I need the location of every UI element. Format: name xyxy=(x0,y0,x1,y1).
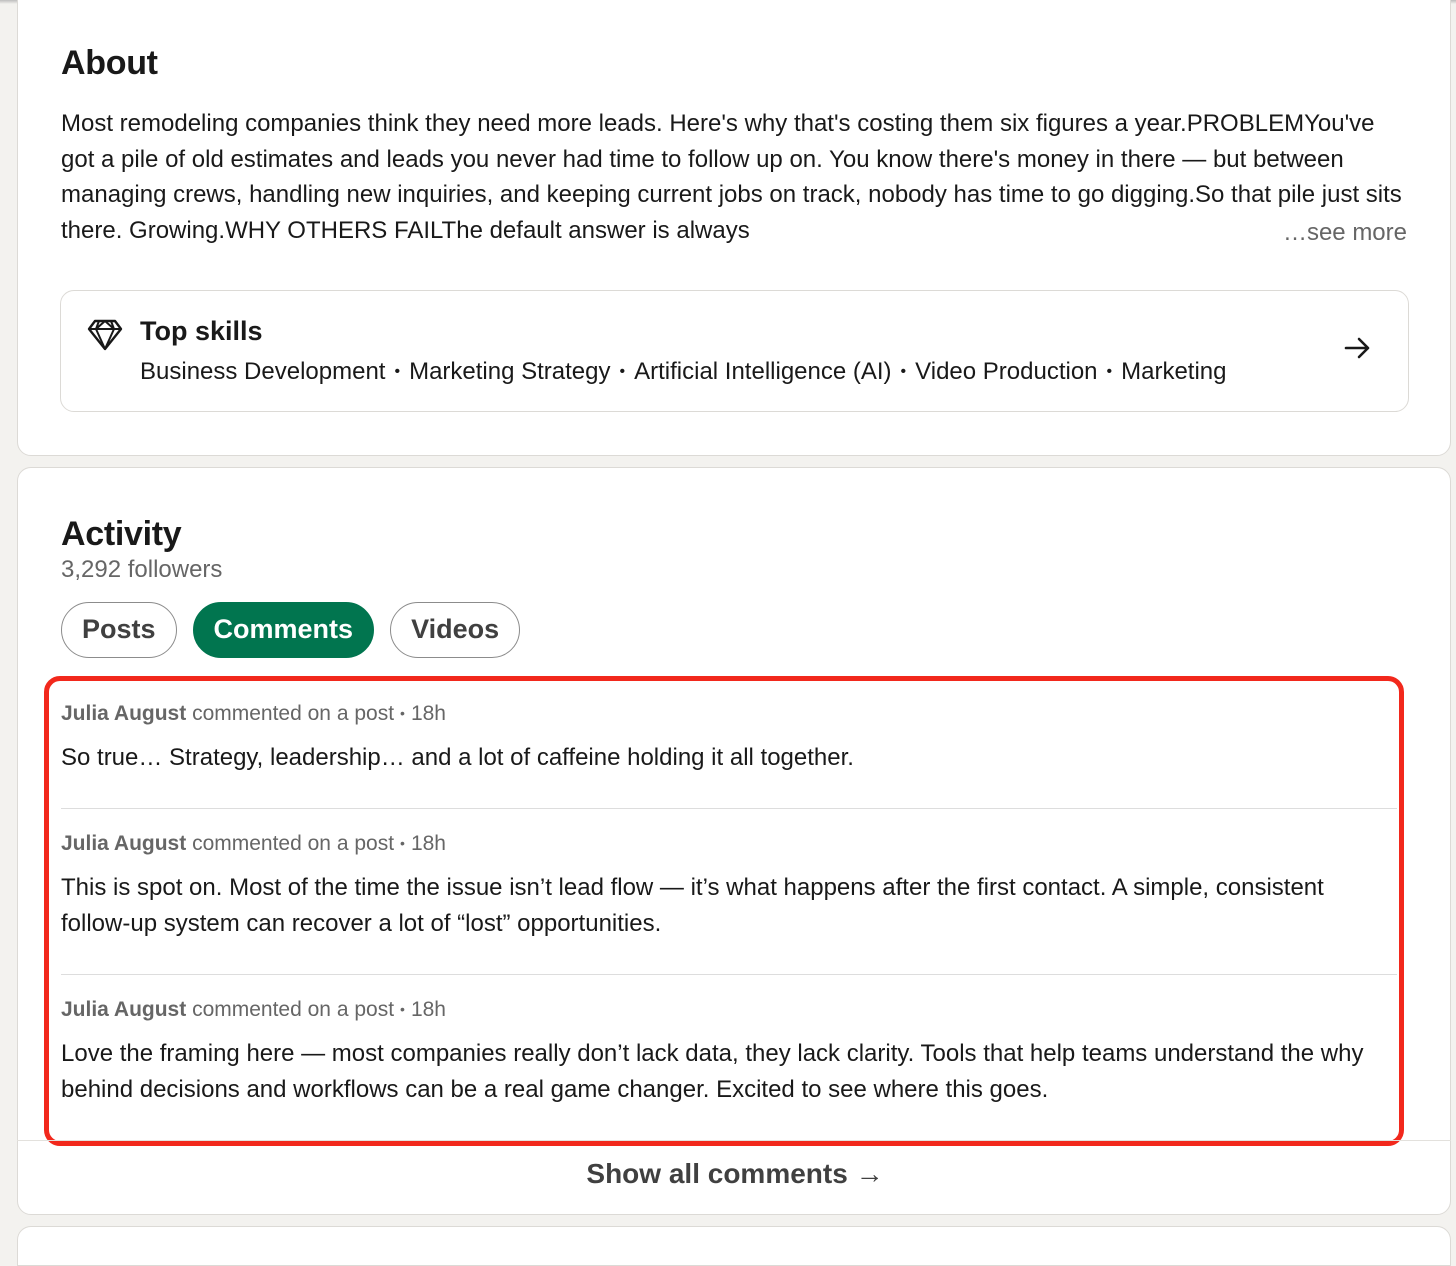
diamond-icon xyxy=(87,319,123,351)
tab-comments[interactable]: Comments xyxy=(193,602,375,658)
skill-item: Artificial Intelligence (AI) xyxy=(634,358,892,385)
meta-separator: • xyxy=(400,705,405,721)
about-description: Most remodeling companies think they need more leads. Here's why that's costing them six figures a year.PROBLEMYou've got a pile of old estimates and leads you never had time to follow up on. You know there's money in there — but between managing crews, handling new inquiries, and keeping current jobs on track, nobody has time to go digging.So that pile just sits there. Growing.WHY OTHERS FAILThe default answer is always xyxy=(61,110,1402,244)
skill-item: Business Development xyxy=(140,358,386,385)
activity-heading: Activity xyxy=(61,515,182,553)
arrow-right-icon[interactable] xyxy=(1344,336,1372,360)
top-skills-list xyxy=(140,358,1227,386)
about-heading: About xyxy=(61,44,158,82)
comment-time: 18h xyxy=(410,832,446,855)
meta-separator: • xyxy=(400,1001,405,1017)
comment-item[interactable] xyxy=(61,998,1394,1107)
tab-videos[interactable]: Videos xyxy=(390,602,520,658)
comment-divider xyxy=(61,808,1397,809)
comment-meta xyxy=(61,702,1394,726)
skill-item: Marketing xyxy=(1121,358,1227,385)
comment-item[interactable] xyxy=(61,702,1394,776)
skill-item: Video Production xyxy=(915,358,1098,385)
comment-action: commented on a post xyxy=(192,832,395,855)
comment-author[interactable]: Julia August xyxy=(61,998,187,1021)
comment-divider xyxy=(61,974,1397,975)
skill-item: Marketing Strategy xyxy=(409,358,611,385)
about-text xyxy=(61,106,1407,250)
show-all-comments-button[interactable]: Show all comments → xyxy=(586,1158,884,1189)
comment-meta xyxy=(61,998,1394,1022)
followers-count: 3,292 followers xyxy=(61,556,223,583)
comment-text: So true… Strategy, leadership… and a lot of caffeine holding it all together. xyxy=(61,744,854,771)
skill-separator: • xyxy=(619,363,626,380)
comment-author[interactable]: Julia August xyxy=(61,832,187,855)
comment-time: 18h xyxy=(410,702,446,725)
comment-action: commented on a post xyxy=(192,998,395,1021)
next-card xyxy=(17,1226,1451,1266)
skill-separator: • xyxy=(394,363,401,380)
tab-posts[interactable]: Posts xyxy=(61,602,177,658)
comment-author[interactable]: Julia August xyxy=(61,702,187,725)
top-skills-title: Top skills xyxy=(140,316,263,346)
skill-separator: • xyxy=(900,363,907,380)
skill-separator: • xyxy=(1106,363,1113,380)
comment-time: 18h xyxy=(410,998,446,1021)
comment-item[interactable] xyxy=(61,832,1394,941)
activity-tabs xyxy=(61,602,520,658)
footer-divider xyxy=(17,1140,1451,1141)
comment-text: Love the framing here — most companies really don’t lack data, they lack clarity. Tools that help teams understand the why behind decisions and workflows can be a real game changer. Excited to see where this goes. xyxy=(61,1040,1364,1103)
comment-action: commented on a post xyxy=(192,702,395,725)
see-more-link[interactable]: …see more xyxy=(1275,215,1407,251)
comment-meta xyxy=(61,832,1394,856)
meta-separator: • xyxy=(400,835,405,851)
top-skills-box[interactable] xyxy=(60,290,1409,412)
comment-text: This is spot on. Most of the time the issue isn’t lead flow — it’s what happens after the first contact. A simple, consistent follow-up system can recover a lot of “lost” opportunities. xyxy=(61,874,1324,937)
